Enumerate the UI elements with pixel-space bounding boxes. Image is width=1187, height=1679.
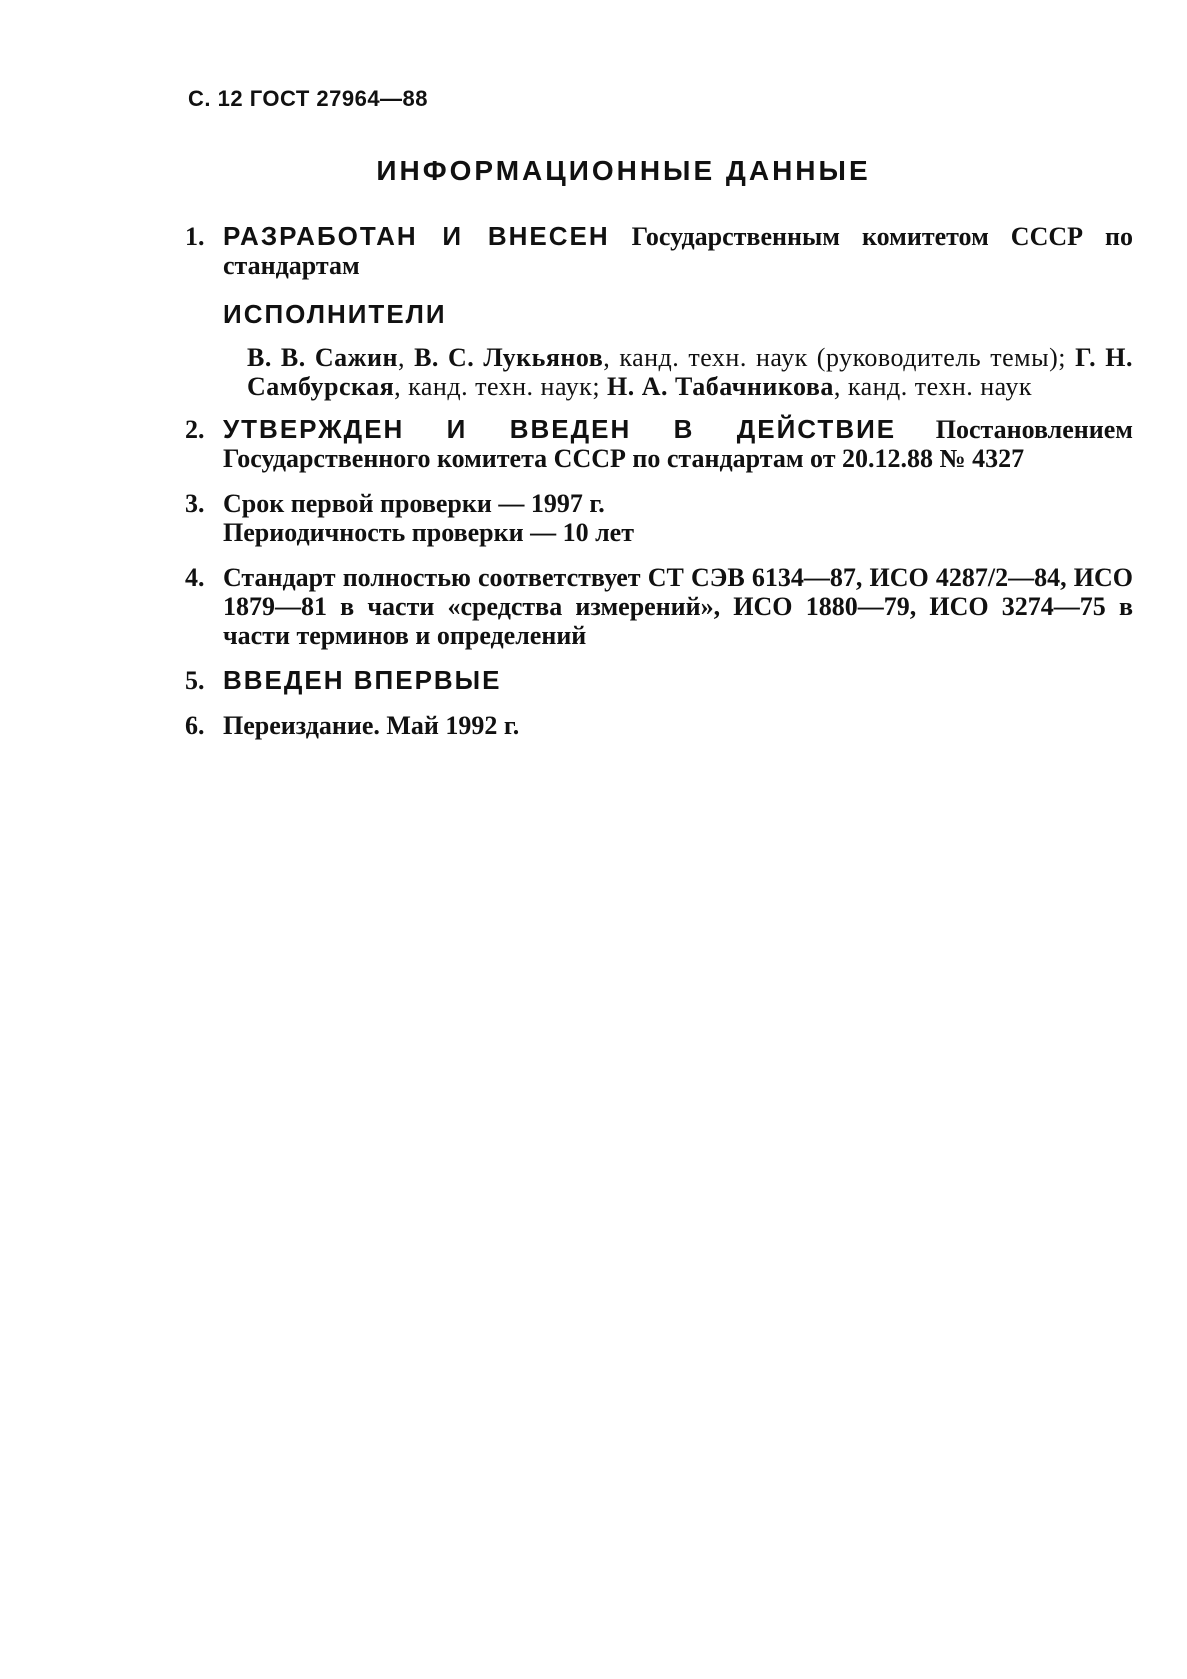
item-body: Стандарт полностью соответствует СТ СЭВ 6134—87, ИСО 4287/2—84, ИСО 1879—81 в части «средства измерений», ИСО 1880—79, ИСО 3274—75 в части терминов и определений — [223, 563, 1133, 650]
item-text — [223, 415, 1133, 473]
performers-heading: ИСПОЛНИТЕЛИ — [223, 299, 447, 329]
item-number: 5. — [185, 666, 205, 695]
info-item-2 — [185, 415, 1133, 473]
info-item-3 — [185, 489, 1133, 547]
item-lead: ВВЕДЕН ВПЕРВЫЕ — [223, 665, 502, 695]
item-lead: РАЗРАБОТАН И ВНЕСЕН — [223, 221, 610, 251]
item-body: Постановлением Государственного комитета СССР по стандартам от 20.12.88 № 4327 — [223, 415, 1133, 473]
item-number: 6. — [185, 711, 205, 740]
performer-name: Н. А. Табачникова — [607, 372, 834, 401]
performer-name: В. С. Лукьянов — [414, 343, 604, 372]
page-title: ИНФОРМАЦИОННЫЕ ДАННЫЕ — [376, 155, 871, 186]
info-item-1 — [185, 222, 1133, 401]
page-header: С. 12 ГОСТ 27964—88 — [188, 86, 429, 111]
performer-degree: , канд. техн. наук — [833, 372, 1033, 401]
item-body: Государственным комитетом СССР по стандартам — [223, 222, 1134, 280]
performer-degree: , канд. техн. наук (руководитель темы); — [603, 343, 1076, 372]
item-number: 3. — [185, 489, 205, 518]
item-lead: УТВЕРЖДЕН И ВВЕДЕН В ДЕЙСТВИЕ — [223, 414, 897, 444]
performers-list — [223, 343, 1133, 401]
item-text — [223, 222, 1133, 280]
performer-degree: , канд. техн. наук; — [394, 372, 608, 401]
performer-name: Г. Н. Самбурская — [247, 343, 1133, 401]
performer-name: В. В. Сажин — [247, 343, 398, 372]
info-item-4 — [185, 563, 1133, 650]
info-item-5 — [185, 666, 1133, 695]
item-number: 2. — [185, 415, 205, 444]
item-line: Срок первой проверки — 1997 г. — [223, 489, 605, 518]
info-item-6 — [185, 711, 1133, 740]
item-line: Периодичность проверки — 10 лет — [223, 518, 634, 547]
item-body: Переиздание. Май 1992 г. — [223, 711, 520, 740]
document-body — [185, 222, 1133, 756]
item-number: 1. — [185, 222, 205, 251]
performer-separator: , — [397, 343, 415, 372]
item-number: 4. — [185, 563, 205, 592]
